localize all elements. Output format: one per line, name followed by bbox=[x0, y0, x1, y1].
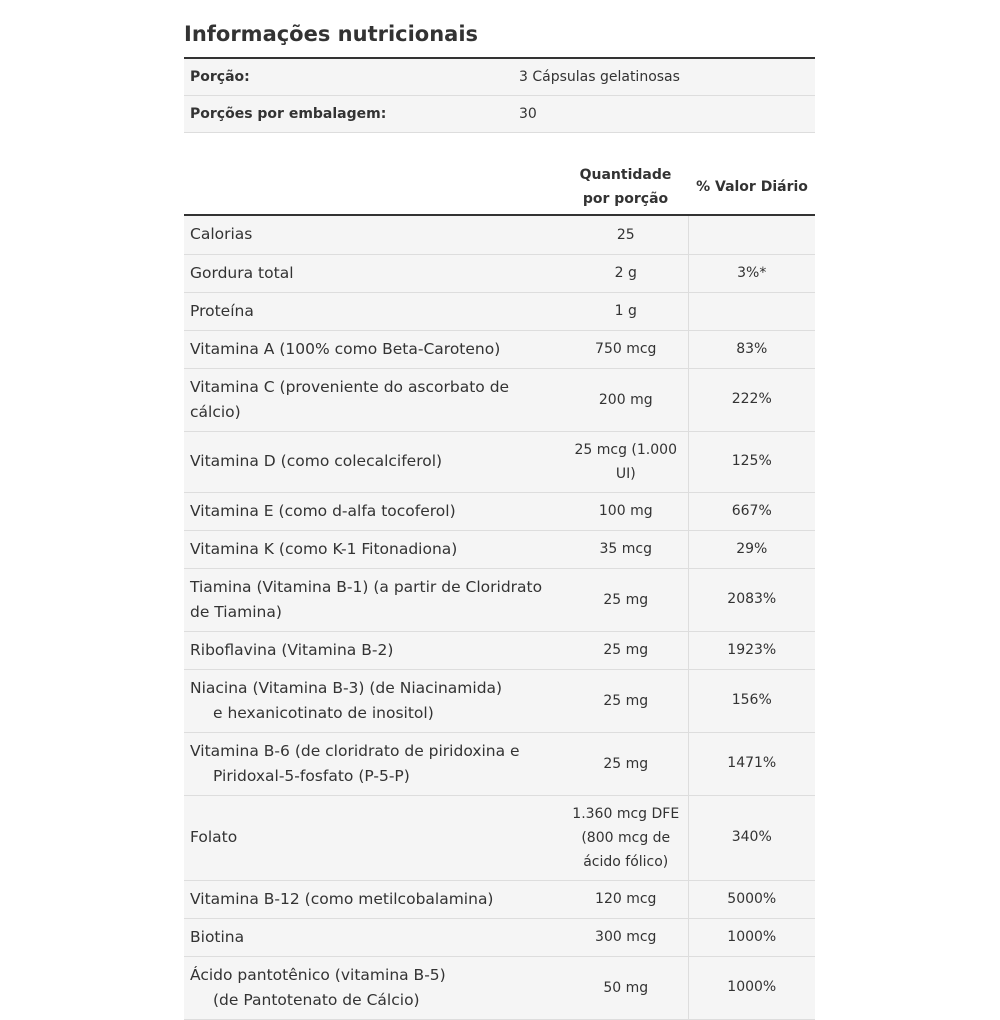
nutrient-quantity: 120 mcg bbox=[564, 880, 688, 918]
servings-per-container-label: Porções por embalagem: bbox=[184, 96, 513, 133]
nutrient-row bbox=[184, 732, 815, 795]
nutrient-name-line: Niacina (Vitamina B-3) (de Niacinamida) bbox=[190, 678, 503, 697]
nutrient-quantity: 25 mg bbox=[564, 568, 688, 631]
nutrient-row bbox=[184, 292, 815, 330]
nutrient-name-line: Vitamina C (proveniente do ascorbato de cálcio) bbox=[190, 377, 510, 421]
nutrient-name bbox=[184, 431, 564, 492]
nutrient-name-line: Vitamina A (100% como Beta-Caroteno) bbox=[190, 339, 501, 358]
nutrition-facts-panel bbox=[184, 0, 815, 1020]
nutrient-name bbox=[184, 918, 564, 956]
quantity-column-header: Quantidade por porção bbox=[579, 167, 672, 207]
nutrient-name-line: Gordura total bbox=[190, 263, 294, 282]
nutrient-row bbox=[184, 956, 815, 1019]
nutrient-quantity: 200 mg bbox=[564, 368, 688, 431]
nutrient-quantity: 50 mg bbox=[564, 956, 688, 1019]
nutrient-row bbox=[184, 492, 815, 530]
nutrient-name-line: Vitamina D (como colecalciferol) bbox=[190, 452, 443, 470]
serving-size-value: 3 Cápsulas gelatinosas bbox=[513, 59, 815, 96]
nutrient-quantity: 35 mcg bbox=[564, 530, 688, 568]
servings-per-container-row bbox=[184, 96, 815, 133]
nutrient-name-line: Vitamina B-12 (como metilcobalamina) bbox=[190, 889, 494, 908]
nutrient-name bbox=[184, 292, 564, 330]
nutrient-daily-value: 156% bbox=[688, 669, 815, 732]
nutrient-name-line: Riboflavina (Vitamina B-2) bbox=[190, 640, 394, 659]
nutrient-daily-value: 1923% bbox=[688, 631, 815, 669]
nutrient-daily-value: 2083% bbox=[688, 568, 815, 631]
nutrient-name bbox=[184, 368, 564, 431]
nutrient-name bbox=[184, 631, 564, 669]
nutrient-quantity: 2 g bbox=[564, 254, 688, 292]
nutrient-quantity: 750 mcg bbox=[564, 330, 688, 368]
serving-size-row bbox=[184, 59, 815, 96]
nutrient-quantity: 25 mg bbox=[564, 732, 688, 795]
nutrient-name-line: Proteína bbox=[190, 301, 254, 320]
nutrient-daily-value: 125% bbox=[688, 431, 815, 492]
nutrient-row bbox=[184, 631, 815, 669]
nutrient-row bbox=[184, 431, 815, 492]
nutrient-name-line: Ácido pantotênico (vitamina B-5) bbox=[190, 965, 446, 984]
nutrient-name-line: de Tiamina) bbox=[190, 602, 282, 621]
nutrient-name-line: Calorias bbox=[190, 225, 253, 244]
nutrient-name-line: Vitamina E (como d-alfa tocoferol) bbox=[190, 501, 456, 520]
nutrient-daily-value: 29% bbox=[688, 530, 815, 568]
nutrient-quantity: 25 mg bbox=[564, 669, 688, 732]
nutrient-name bbox=[184, 669, 564, 732]
nutrient-name bbox=[184, 795, 564, 880]
nutrient-name-line: Folato bbox=[190, 828, 238, 846]
nutrient-name bbox=[184, 530, 564, 568]
nutrient-row bbox=[184, 795, 815, 880]
nutrient-row bbox=[184, 530, 815, 568]
nutrient-name-line: (de Pantotenato de Cálcio) bbox=[213, 990, 420, 1009]
page-title: Informações nutricionais bbox=[184, 0, 815, 59]
servings-per-container-value: 30 bbox=[513, 96, 815, 133]
nutrient-quantity: 1 g bbox=[564, 292, 688, 330]
nutrient-row bbox=[184, 669, 815, 732]
nutrient-name-line: Vitamina B-6 (de cloridrato de piridoxina e bbox=[190, 741, 520, 760]
nutrient-quantity: 25 mg bbox=[564, 631, 688, 669]
nutrient-table bbox=[184, 216, 815, 1020]
nutrient-quantity: 300 mcg bbox=[564, 918, 688, 956]
nutrient-daily-value: 667% bbox=[688, 492, 815, 530]
nutrient-daily-value: 5000% bbox=[688, 880, 815, 918]
nutrient-row bbox=[184, 918, 815, 956]
nutrient-name bbox=[184, 880, 564, 918]
nutrient-quantity: 100 mg bbox=[564, 492, 688, 530]
nutrient-daily-value: 1000% bbox=[688, 918, 815, 956]
nutrient-daily-value: 83% bbox=[688, 330, 815, 368]
nutrient-name bbox=[184, 732, 564, 795]
nutrient-row bbox=[184, 330, 815, 368]
nutrient-daily-value: 340% bbox=[688, 795, 815, 880]
nutrient-name-line: Tiamina (Vitamina B-1) (a partir de Cloridrato bbox=[190, 577, 543, 596]
nutrient-table-body bbox=[184, 216, 815, 1019]
nutrient-name bbox=[184, 330, 564, 368]
nutrient-row bbox=[184, 568, 815, 631]
nutrient-row bbox=[184, 368, 815, 431]
nutrient-name bbox=[184, 492, 564, 530]
nutrient-name-line: e hexanicotinato de inositol) bbox=[213, 703, 434, 722]
nutrient-name bbox=[184, 568, 564, 631]
nutrient-table-header bbox=[184, 156, 815, 216]
nutrient-daily-value: 3%* bbox=[688, 254, 815, 292]
nutrient-daily-value: 222% bbox=[688, 368, 815, 431]
nutrient-daily-value bbox=[688, 216, 815, 254]
nutrient-name-line: Vitamina K (como K-1 Fitonadiona) bbox=[190, 539, 458, 558]
nutrient-daily-value: 1000% bbox=[688, 956, 815, 1019]
nutrient-quantity: 1.360 mcg DFE (800 mcg de ácido fólico) bbox=[564, 795, 688, 880]
nutrient-row bbox=[184, 216, 815, 254]
nutrient-name bbox=[184, 216, 564, 254]
nutrient-quantity: 25 bbox=[564, 216, 688, 254]
nutrient-quantity: 25 mcg (1.000 UI) bbox=[564, 431, 688, 492]
nutrient-row bbox=[184, 880, 815, 918]
nutrient-name-line: Piridoxal-5-fosfato (P-5-P) bbox=[213, 766, 410, 785]
nutrient-daily-value bbox=[688, 292, 815, 330]
nutrient-daily-value: 1471% bbox=[688, 732, 815, 795]
daily-value-column-header: % Valor Diário bbox=[696, 179, 808, 195]
nutrient-row bbox=[184, 254, 815, 292]
serving-info-table bbox=[184, 59, 815, 133]
serving-size-label: Porção: bbox=[184, 59, 513, 96]
nutrient-name bbox=[184, 956, 564, 1019]
nutrient-name bbox=[184, 254, 564, 292]
nutrient-name-line: Biotina bbox=[190, 927, 245, 946]
